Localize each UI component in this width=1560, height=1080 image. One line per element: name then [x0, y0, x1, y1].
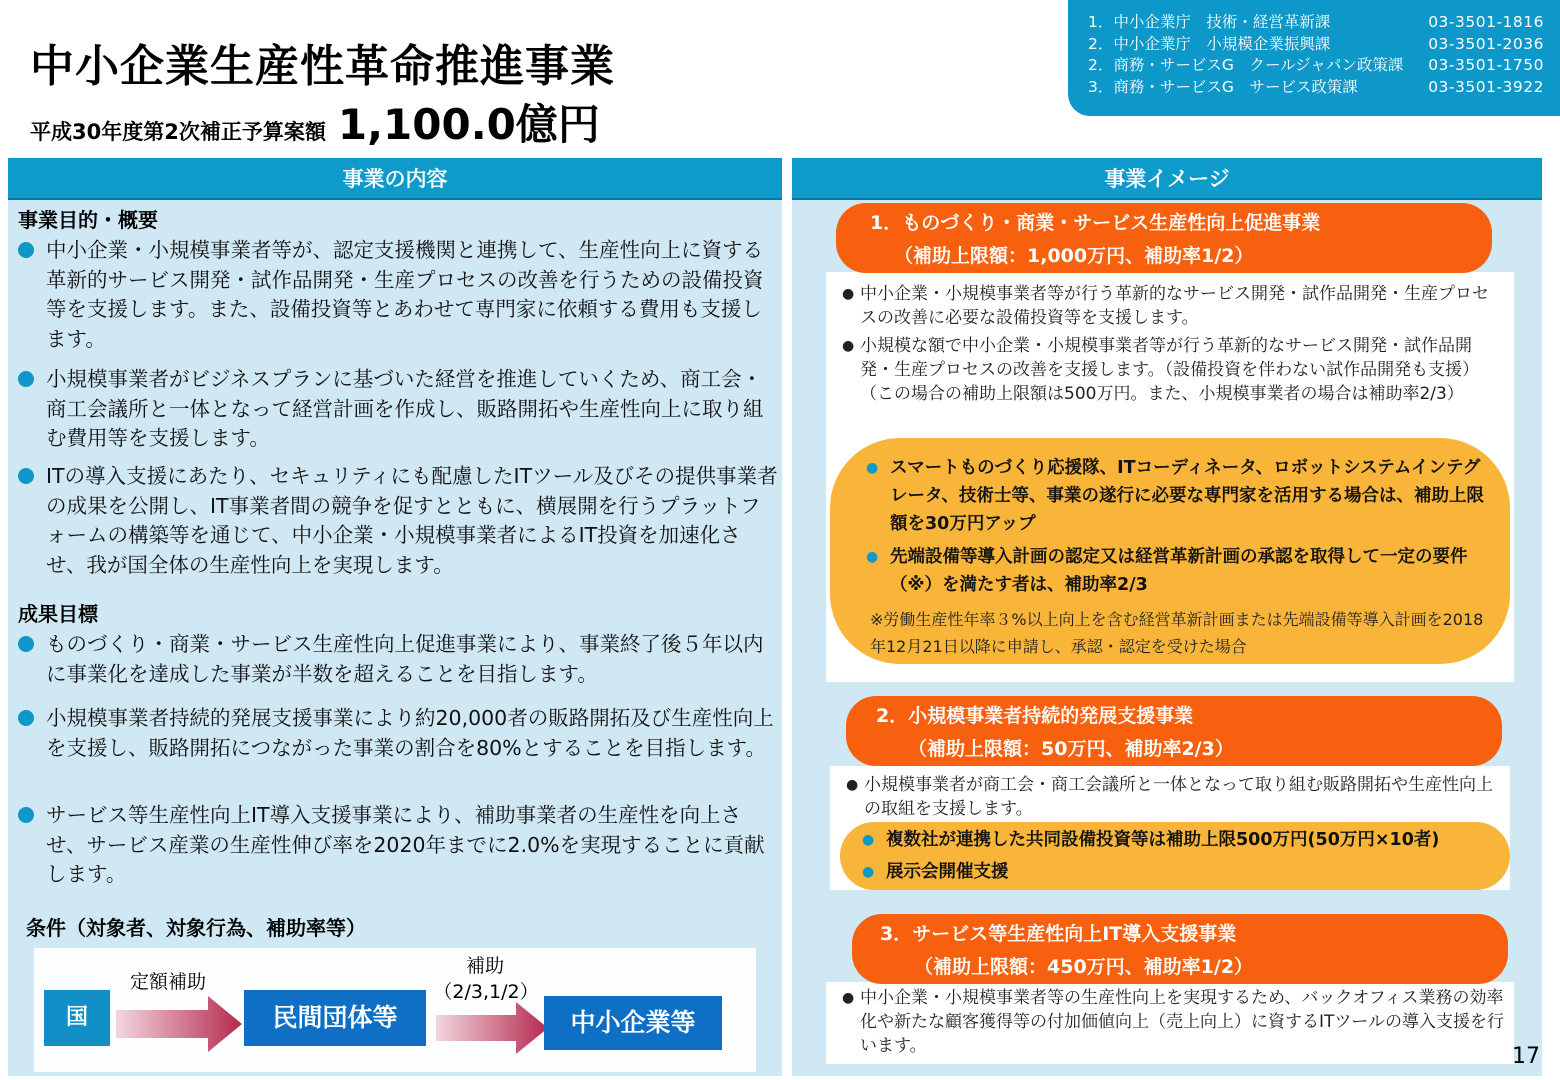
- bullet-dot-icon: ●: [846, 777, 859, 793]
- section1-highlight: [866, 454, 1496, 538]
- contact-box: [1068, 0, 1560, 116]
- purpose-item-text: ITの導入支援にあたり、セキュリティにも配慮したITツール及びその提供事業者の成果を公開し、IT事業者間の競争を促すとともに、横展開を行うプラットフォームの構築等を通じて、中小企業・小規模事業者によるIT投資を加速化させ、我が国全体の生産性向上を実現します。: [46, 464, 778, 577]
- section3-title: 3．サービス等生産性向上IT導入支援事業: [880, 923, 1237, 945]
- section2-bullet-text: 小規模事業者が商工会・商工会議所と一体となって取り組む販路開拓や生産性向上の取組を支援します。: [864, 775, 1493, 819]
- section2-highlight-text: 複数社が連携した共同設備投資等は補助上限500万円(50万円×10者): [886, 830, 1440, 850]
- contact-row: [1088, 12, 1544, 34]
- goal-item-text: サービス等生産性向上IT導入支援事業により、補助事業者の生産性を向上させ、サービス産業の生産性伸び率を2020年までに2.0%を実現することに貢献します。: [46, 803, 765, 886]
- flow-private-org-box: 民間団体等: [244, 990, 426, 1046]
- bullet-dot-icon: ●: [842, 286, 855, 302]
- bullet-dot-icon: [18, 242, 34, 258]
- bullet-dot-icon: [18, 636, 34, 652]
- goal-item-text: 小規模事業者持続的発展支援事業により約20,000者の販路開拓及び生産性向上を支援し、販路開拓につながった事業の割合を80%とすることを目指します。: [46, 706, 774, 760]
- flow-arrow-icon: [436, 1002, 548, 1054]
- section1-bullet: [842, 334, 1504, 406]
- goal-item-text: ものづくり・商業・サービス生産性向上促進事業により、事業終了後５年以内に事業化を達成した事業が半数を超えることを目指します。: [46, 632, 764, 686]
- contact-dept: 2．中小企業庁 小規模企業振興課: [1088, 34, 1331, 53]
- section1-note: ※労働生産性年率３%以上向上を含む経営革新計画または先端設備等導入計画を2018年12月21日以降に申請し、承認・認定を受けた場合: [870, 610, 1484, 656]
- section2-bullet: [846, 773, 1502, 821]
- bullet-dot-icon: ●: [862, 832, 875, 848]
- section1-subtitle: （補助上限額：1,000万円、補助率1/2）: [894, 245, 1254, 267]
- purpose-item: [18, 236, 780, 354]
- flow-sme-box: 中小企業等: [544, 996, 722, 1050]
- section2-highlight: [862, 826, 1502, 854]
- section1-title: 1．ものづくり・商業・サービス生産性向上促進事業: [870, 212, 1321, 234]
- purpose-heading: 事業目的・概要: [18, 208, 158, 232]
- bullet-dot-icon: [18, 710, 34, 726]
- page-number: 17: [1512, 1044, 1540, 1069]
- section1-title-pill: [836, 203, 1492, 273]
- bullet-dot-icon: ●: [866, 549, 879, 565]
- bullet-dot-icon: [18, 371, 34, 387]
- panel-header-image: 事業イメージ: [792, 158, 1542, 200]
- contact-dept: 3．商務・サービスG サービス政策課: [1088, 77, 1358, 96]
- goal-item: [18, 801, 780, 890]
- goal-item: [18, 704, 780, 763]
- bullet-dot-icon: ●: [842, 338, 855, 354]
- section2-highlight: [862, 858, 1502, 886]
- contact-row: [1088, 77, 1544, 99]
- purpose-item-text: 中小企業・小規模事業者等が、認定支援機関と連携して、生産性向上に資する革新的サービス開発・試作品開発・生産プロセスの改善を行うための設備投資等を支援します。また、設備投資等とあわせて専門家に依頼する費用も支援します。: [46, 238, 764, 351]
- goal-item: [18, 630, 780, 689]
- budget-amount: 1,100.0億円: [337, 100, 600, 149]
- purpose-item-text: 小規模事業者がビジネスプランに基づいた経営を推進していくため、商工会・商工会議所と一体となって経営計画を作成し、販路開拓や生産性向上に取り組む費用等を支援します。: [46, 367, 764, 450]
- bullet-dot-icon: ●: [866, 460, 879, 476]
- section3-subtitle: （補助上限額：450万円、補助率1/2）: [914, 956, 1254, 978]
- contact-row: [1088, 34, 1544, 56]
- contact-dept: 2．商務・サービスG クールジャパン政策課: [1088, 56, 1404, 74]
- section3-bullet-text: 中小企業・小規模事業者等の生産性向上を実現するため、バックオフィス業務の効率化や新たな顧客獲得等の付加価値向上（売上向上）に資するITツールの導入支援を行います。: [860, 988, 1505, 1056]
- conditions-heading: 条件（対象者、対象行為、補助率等）: [26, 916, 366, 940]
- section2-subtitle: （補助上限額：50万円、補助率2/3）: [908, 738, 1234, 760]
- flow-country-box: 国: [44, 990, 110, 1046]
- section1-bullet-text: 中小企業・小規模事業者等が行う革新的なサービス開発・試作品開発・生産プロセスの改善に必要な設備投資等を支援します。: [860, 284, 1489, 328]
- section1-bullet-text: 小規模な額で中小企業・小規模事業者等が行う革新的なサービス開発・試作品開発・生産プロセスの改善を支援します。（設備投資を伴わない試作品開発も支援）（この場合の補助上限額は500万円。また、小規模事業者の場合は補助率2/3）: [860, 336, 1480, 404]
- bullet-dot-icon: [18, 468, 34, 484]
- bullet-dot-icon: [18, 807, 34, 823]
- flow-fixed-subsidy-label: 定額補助: [129, 971, 206, 993]
- section3-title-pill: [852, 914, 1508, 984]
- contact-phone: 03-3501-2036: [1428, 34, 1544, 53]
- purpose-item: [18, 365, 780, 454]
- flow-arrow-icon: [116, 996, 242, 1052]
- page-title: 中小企業生産性革命推進事業: [30, 41, 615, 92]
- purpose-item: [18, 462, 780, 580]
- section3-bullet: [842, 986, 1506, 1058]
- section1-highlight-text: スマートものづくり応援隊、ITコーディネータ、ロボットシステムインテグレータ、技術士等、事業の遂行に必要な専門家を活用する場合は、補助上限額を30万円アップ: [890, 458, 1484, 534]
- section2-title: 2．小規模事業者持続的発展支援事業: [876, 705, 1194, 727]
- bullet-dot-icon: ●: [862, 864, 875, 880]
- flow-subsidy-rate-label: （2/3,1/2）: [433, 981, 539, 1003]
- business-content-panel: [8, 158, 782, 1076]
- bullet-dot-icon: ●: [842, 990, 855, 1006]
- section1-highlight-text: 先端設備等導入計画の認定又は経営革新計画の承認を取得して一定の要件（※）を満たす者は、補助率2/3: [890, 547, 1468, 595]
- section2-highlight-text: 展示会開催支援: [886, 862, 1009, 882]
- budget-label: 平成30年度第2次補正予算案額: [30, 120, 326, 144]
- contact-phone: 03-3501-3922: [1428, 77, 1544, 96]
- contact-phone: 03-3501-1816: [1428, 13, 1544, 31]
- section1-bullet: [842, 282, 1504, 330]
- contact-phone: 03-3501-1750: [1428, 56, 1544, 74]
- contact-dept: 1．中小企業庁 技術・経営革新課: [1088, 13, 1331, 31]
- budget-line: [30, 92, 600, 152]
- contact-row: [1088, 55, 1544, 77]
- section1-highlight: [866, 543, 1496, 599]
- flow-subsidy-label: 補助: [465, 955, 504, 977]
- panel-header-content: 事業の内容: [8, 158, 782, 200]
- goals-heading: 成果目標: [18, 602, 98, 626]
- section2-title-pill: [846, 696, 1502, 766]
